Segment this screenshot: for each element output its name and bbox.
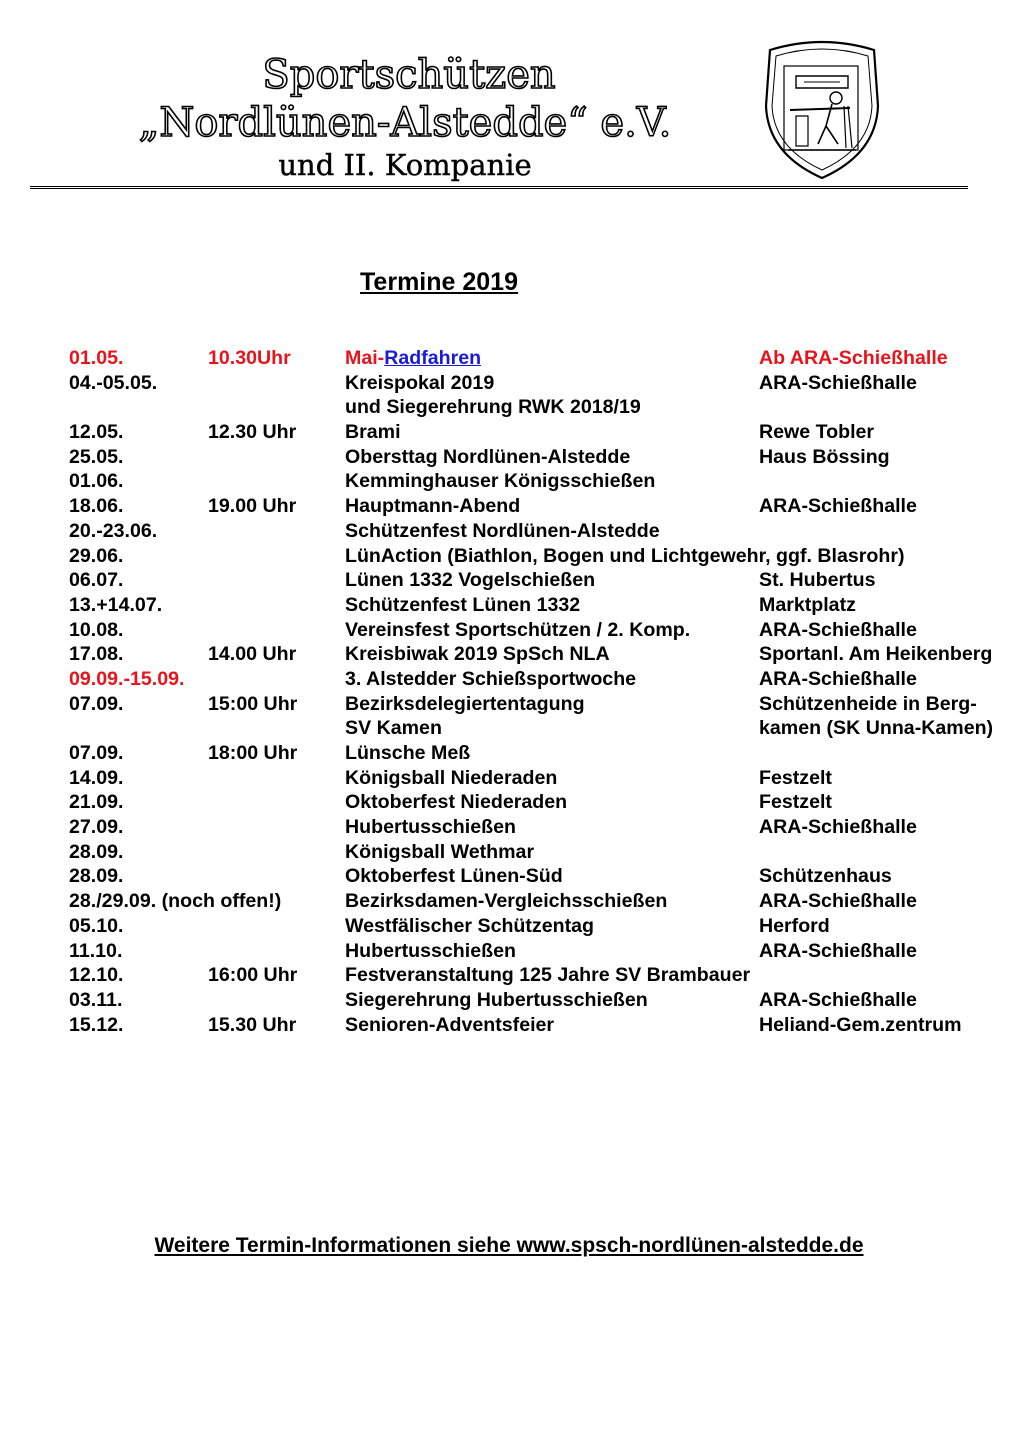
club-shield-emblem-icon <box>760 36 884 182</box>
schedule-row <box>69 469 1029 494</box>
row-location: ARA-Schießhalle <box>759 618 917 641</box>
row-event: Lünsche Meß <box>345 742 471 764</box>
club-name-line2: „Nordlünen-Alstedde“ e.V. <box>138 100 672 146</box>
row-event: LünAction (Biathlon, Bogen und Lichtgewehr, ggf. Blasrohr) <box>345 544 905 567</box>
row-date: 01.05. <box>69 347 124 369</box>
row-location: kamen (SK Unna-Kamen) <box>759 717 994 740</box>
row-date: 07.09. <box>69 742 124 764</box>
row-event-prefix: Mai- <box>345 347 385 369</box>
row-location: Heliand-Gem.zentrum <box>759 1013 962 1036</box>
row-event: und Siegerehrung RWK 2018/19 <box>345 396 641 419</box>
row-time: 15:00 Uhr <box>208 692 298 715</box>
schedule-row <box>69 445 1029 470</box>
row-date: 29.06. <box>69 544 124 567</box>
row-location: ARA-Schießhalle <box>759 890 917 913</box>
row-date: 13.+14.07. <box>69 593 163 616</box>
row-event: Festveranstaltung 125 Jahre SV Brambauer <box>345 964 751 987</box>
row-time: 18:00 Uhr <box>208 742 298 764</box>
row-event: Königsball Niederaden <box>345 766 558 789</box>
row-event: Westfälischer Schützentag <box>345 914 594 937</box>
row-date: 11.10. <box>69 939 123 962</box>
row-date: 28.09. <box>69 865 124 888</box>
row-event: Senioren-Adventsfeier <box>345 1013 555 1036</box>
row-event: Kreisbiwak 2019 SpSch NLA <box>345 643 610 666</box>
schedule-row <box>69 692 1029 717</box>
schedule-row <box>69 346 1029 371</box>
row-date: 21.09. <box>69 791 124 814</box>
schedule-row <box>69 519 1029 544</box>
row-location: Sportanl. Am Heikenberg <box>759 643 993 666</box>
row-date: 20.-23.06. <box>69 519 158 542</box>
row-event: Kemminghauser Königsschießen <box>345 470 656 493</box>
club-company-line: und II. Kompanie <box>278 148 532 182</box>
schedule-row <box>69 988 1029 1013</box>
row-location: ARA-Schießhalle <box>759 988 917 1011</box>
row-event: 3. Alstedder Schießsportwoche <box>345 667 637 690</box>
row-date: 28./29.09. (noch offen!) <box>69 890 282 913</box>
row-time: 15.30 Uhr <box>208 1013 297 1036</box>
schedule-row <box>69 914 1029 939</box>
schedule-row <box>69 840 1029 865</box>
row-event: Schützenfest Nordlünen-Alstedde <box>345 519 660 542</box>
schedule-row <box>69 889 1029 914</box>
row-event <box>345 346 481 371</box>
schedule-row <box>69 939 1029 964</box>
schedule-row <box>69 593 1029 618</box>
row-date: 14.09. <box>69 766 124 789</box>
row-location: ARA-Schießhalle <box>759 667 917 690</box>
row-date: 01.06. <box>69 470 124 493</box>
row-event: SV Kamen <box>345 717 442 740</box>
row-date: 04.-05.05. <box>69 371 158 394</box>
row-event: Siegerehrung Hubertusschießen <box>345 988 648 1011</box>
schedule-row <box>69 544 1029 569</box>
row-date: 17.08. <box>69 643 124 666</box>
row-location: Ab ARA-Schießhalle <box>759 347 948 369</box>
schedule-row <box>69 963 1029 988</box>
row-time: 12.30 Uhr <box>208 421 297 444</box>
row-event: Oktoberfest Lünen-Süd <box>345 865 563 888</box>
row-date: 12.10. <box>69 964 124 987</box>
row-event: Kreispokal 2019 <box>345 371 495 394</box>
schedule-row <box>69 815 1029 840</box>
schedule-row <box>69 1013 1029 1038</box>
row-date: 03.11. <box>69 988 123 1011</box>
row-event: Oktoberfest Niederaden <box>345 791 568 814</box>
row-date: 05.10. <box>69 914 124 937</box>
schedule-row <box>69 716 1029 741</box>
row-location: Rewe Tobler <box>759 421 875 444</box>
row-location: ARA-Schießhalle <box>759 371 917 394</box>
row-event: Bezirksdelegiertentagung <box>345 692 585 715</box>
row-date: 25.05. <box>69 445 124 468</box>
row-location: ARA-Schießhalle <box>759 495 917 518</box>
schedule-row <box>69 395 1029 420</box>
row-event-link[interactable]: Radfahren <box>384 347 482 369</box>
schedule-row <box>69 618 1029 643</box>
row-location: Herford <box>759 914 830 937</box>
schedule-row <box>69 741 1029 766</box>
schedule-row <box>69 371 1029 396</box>
row-date: 18.06. <box>69 495 124 518</box>
schedule-row <box>69 642 1029 667</box>
row-date: 09.09.-15.09. <box>69 667 185 690</box>
row-location: Schützenheide in Berg- <box>759 692 977 715</box>
club-name-line1: Sportschützen <box>262 52 556 98</box>
schedule-row <box>69 420 1029 445</box>
row-event: Hubertusschießen <box>345 939 516 962</box>
letterhead-divider <box>30 186 968 189</box>
row-date: 07.09. <box>69 692 124 715</box>
schedule-row <box>69 667 1029 692</box>
row-time: 10.30Uhr <box>208 347 291 369</box>
row-date: 28.09. <box>69 840 124 863</box>
row-event: Obersttag Nordlünen-Alstedde <box>345 445 631 468</box>
schedule-row <box>69 494 1029 519</box>
row-location: Festzelt <box>759 791 832 814</box>
row-event: Bezirksdamen-Vergleichsschießen <box>345 890 668 913</box>
row-location: Schützenhaus <box>759 865 892 888</box>
row-event: Brami <box>345 421 401 444</box>
row-location: Haus Bössing <box>759 445 890 468</box>
page-title: Termine 2019 <box>360 268 518 296</box>
row-event: Lünen 1332 Vogelschießen <box>345 569 596 592</box>
footer-info-link[interactable]: Weitere Termin-Informationen siehe www.spsch-nordlünen-alstedde.de <box>154 1234 864 1257</box>
schedule-row <box>69 864 1029 889</box>
schedule-row <box>69 766 1029 791</box>
row-event: Hubertusschießen <box>345 816 516 839</box>
row-date: 12.05. <box>69 421 124 444</box>
row-event: Hauptmann-Abend <box>345 495 521 518</box>
row-time: 19.00 Uhr <box>208 495 297 518</box>
row-time: 16:00 Uhr <box>208 964 298 987</box>
row-location: ARA-Schießhalle <box>759 816 917 839</box>
schedule-row <box>69 790 1029 815</box>
row-location: Marktplatz <box>759 593 856 616</box>
row-time: 14.00 Uhr <box>208 643 297 666</box>
row-event: Schützenfest Lünen 1332 <box>345 593 581 616</box>
row-event: Vereinsfest Sportschützen / 2. Komp. <box>345 618 691 641</box>
row-location: St. Hubertus <box>759 569 876 592</box>
row-location: ARA-Schießhalle <box>759 939 917 962</box>
row-date: 06.07. <box>69 569 124 592</box>
row-date: 15.12. <box>69 1013 124 1036</box>
schedule-table <box>69 346 1029 1037</box>
row-date: 10.08. <box>69 618 124 641</box>
row-date: 27.09. <box>69 816 124 839</box>
row-location: Festzelt <box>759 766 832 789</box>
schedule-row <box>69 568 1029 593</box>
row-event: Königsball Wethmar <box>345 840 535 863</box>
